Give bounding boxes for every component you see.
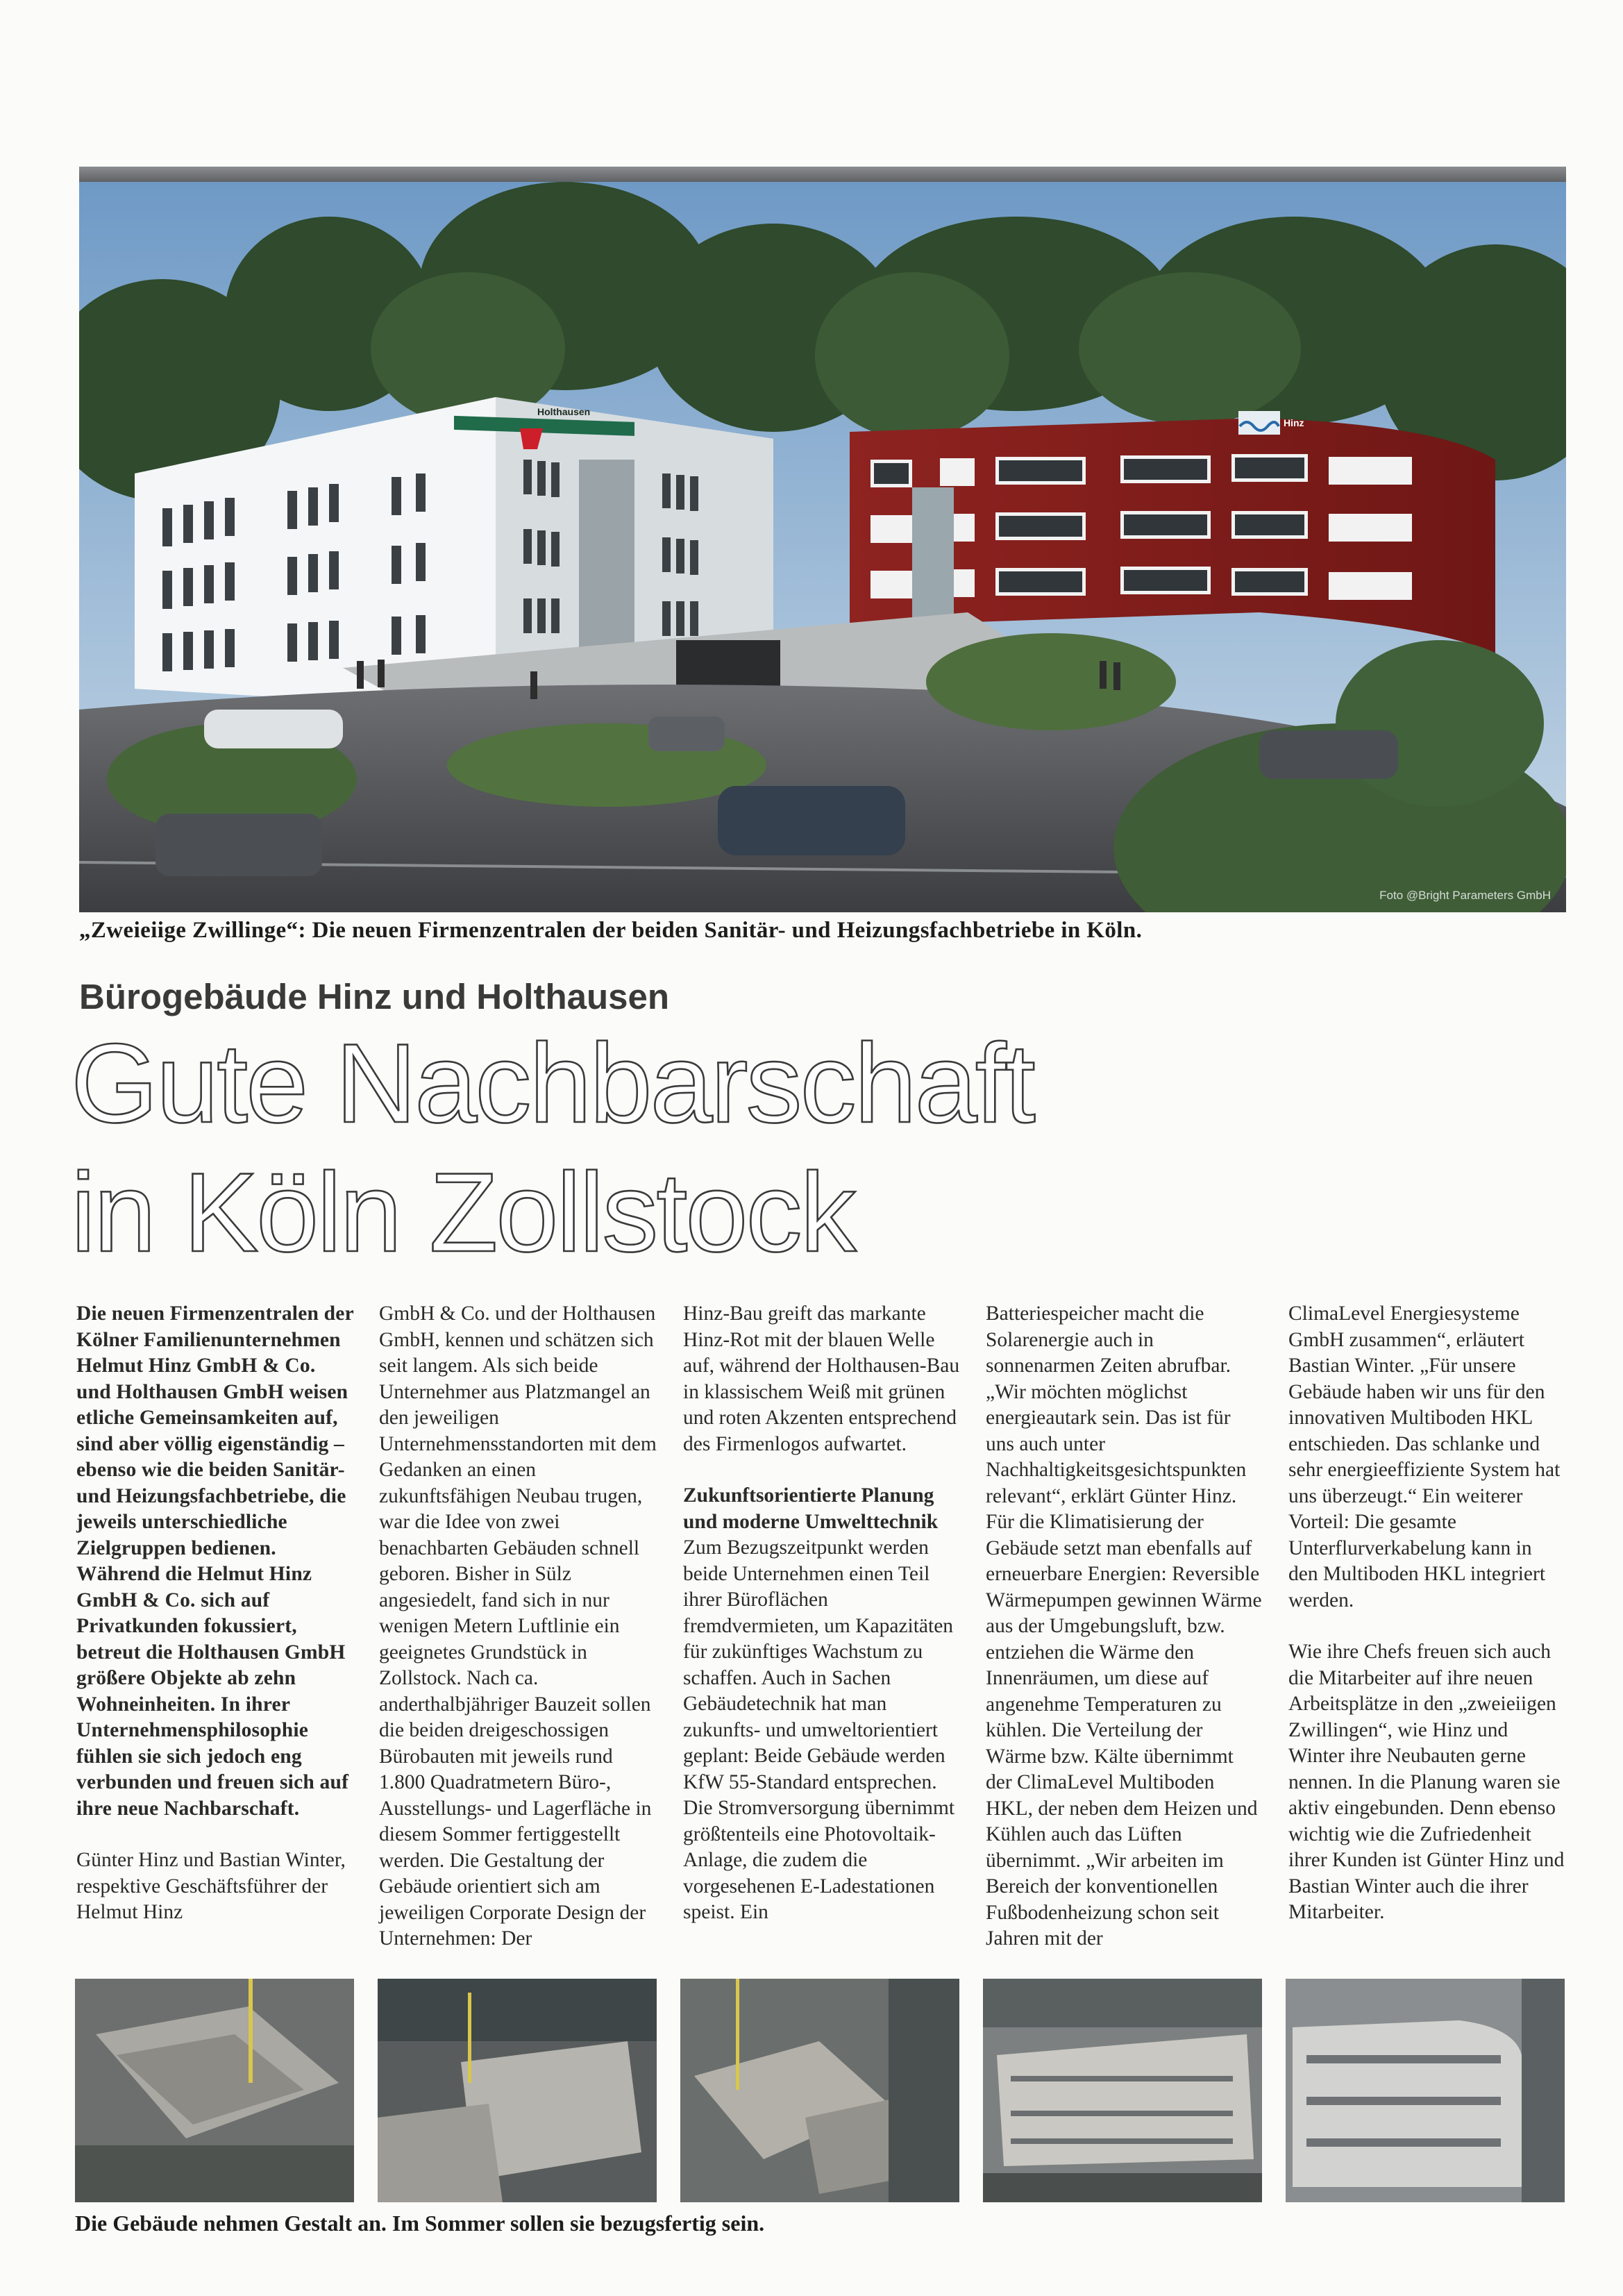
article-body [76,1301,1566,1961]
body-paragraph: Wie ihre Chefs freuen sich auch die Mitarbeiter auf ihre neuen Arbeitsplätze in den „zweieiigen Zwillingen“, wie Hinz und Winter ihre Neubauten gerne nennen. In die Planung waren sie aktiv eingebunden. Denn ebenso wichtig wie die Zufriedenheit ihrer Kunden ist Günter Hinz und Bastian Winter auch die ihrer Mitarbeiter. [1288,1641,1565,1923]
body-paragraph: ClimaLevel Energiesysteme GmbH zusammen“, erläutert Bastian Winter. „Für unsere Gebäude haben wir uns für den innovativen Multiboden HKL entschieden. Das schlanke und sehr energieeffiziente System hat uns überzeugt.“ Ein weiterer Vorteil: Die gesamte Unterflurverkabelung kann in den Multiboden HKL integriert werden. [1288,1302,1561,1611]
construction-photo-3 [680,1979,959,2202]
body-paragraph: Zum Bezugszeitpunkt werden beide Unternehmen einen Teil ihrer Büroflächen fremdvermieten, um Kapazitäten für zukünftiges Wachstum zu schaffen. Auch in Sachen Gebäudetechnik hat man zukunfts- und umweltorientiert geplant: Beide Gebäude werden KfW 55-Standard entsprechen. Die Stromversorgung übernimmt größtenteils eine Photovoltaik-Anlage, die zudem die vorgesehenen E-Ladestationen speist. Ein [683,1536,955,1923]
construction-photo-1 [75,1979,354,2202]
header-rule [79,167,1566,183]
headline-line-1: Gute Nachbarschaft [71,1021,1034,1146]
photo-caption: „Zweieiige Zwillinge“: Die neuen Firmenzentralen der beiden Sanitär- und Heizungsfachbetriebe in Köln. [79,918,1143,943]
column-1 [76,1301,354,1926]
lead-paragraph: Die neuen Firmenzentralen der Kölner Familienunternehmen Helmut Hinz GmbH & Co. und Holthausen GmbH weisen etliche Gemeinsamkeiten auf, sind aber völlig eigenständig – ebenso wie die beiden Sanitär- und Heizungsfachbetriebe, die jeweils unterschiedliche Zielgruppen bedienen. Während die Helmut Hinz GmbH & Co. sich auf Privatkunden fokussiert, betreut die Holthausen GmbH größere Objekte ab zehn Wohneinheiten. In ihrer Unternehmensphilosophie fühlen sie sich jedoch eng verbunden und freuen sich auf ihre neue Nachbarschaft. [76,1302,354,1820]
construction-photo-5 [1286,1979,1565,2202]
body-paragraph: Batteriespeicher macht die Solarenergie auch in sonnenarmen Zeiten abrufbar. „Wir möchten möglichst energieautark sein. Das ist für uns auch unter Nachhaltigkeitsgesichtspunkten relevant“, erklärt Günter Hinz. Für die Klimatisierung der Gebäude setzt man ebenfalls auf erneuerbare Energien: Reversible Wärmepumpen gewinnen Wärme aus der Umgebungsluft, bzw. entziehen die Wärme den Innenräumen, um diese auf angenehme Temperaturen zu kühlen. Die Verteilung der Wärme bzw. Kälte übernimmt der ClimaLevel Multiboden HKL, der neben dem Heizen und Kühlen auch das Lüften übernimmt. „Wir arbeiten im Bereich der konventionellen Fußbodenheizung schon seit Jahren mit der [986,1302,1262,1950]
headline-line-2: in Köln Zollstock [71,1150,855,1275]
construction-photo-2 [378,1979,657,2202]
column-4 [986,1301,1263,1952]
photo-credit: Foto @Bright Parameters GmbH [1379,889,1551,902]
strip-caption: Die Gebäude nehmen Gestalt an. Im Sommer sollen sie bezugsfertig sein. [75,2211,765,2236]
column-5 [1288,1301,1566,1926]
section-subhead: Zukunftsorientierte Planung und moderne Umwelttechnik [683,1484,939,1533]
construction-photo-strip [75,1979,1567,2201]
article-kicker: Bürogebäude Hinz und Holthausen [79,977,669,1016]
building-rendering [79,182,1566,912]
article-headline [71,1019,1563,1277]
holthausen-sign: Holthausen [537,406,591,417]
body-paragraph: Günter Hinz und Bastian Winter, respektive Geschäftsführer der Helmut Hinz [76,1849,346,1923]
body-paragraph: GmbH & Co. und der Holthausen GmbH, kennen und schätzen sich seit langem. Als sich beide Unternehmer aus Platzmangel an den jeweiligen Unternehmensstandorten mit dem Gedanken an einen zukunftsfähigen Neubau trugen, war die Idee von zwei benachbarten Gebäuden schnell geboren. Bisher in Sülz angesiedelt, fand sich in nur wenigen Metern Luftlinie ein geeignetes Grundstück in Zollstock. Nach ca. anderthalbjähriger Bauzeit sollen die beiden dreigeschossigen Bürobauten mit jeweils rund 1.800 Quadratmetern Büro-, Ausstellungs- und Lagerfläche in diesem Sommer fertiggestellt werden. Die Gestaltung der Gebäude orientiert sich am jeweiligen Corporate Design der Unternehmen: Der [379,1302,657,1950]
hinz-sign: Hinz [1284,417,1304,428]
column-2 [379,1301,657,1952]
hero-photo [79,182,1566,912]
construction-photo-4 [983,1979,1262,2202]
body-paragraph: Hinz-Bau greift das markante Hinz-Rot mit der blauen Welle auf, während der Holthausen-Bau in klassischem Weiß mit grünen und roten Akzenten entsprechend des Firmenlogos aufwartet. [683,1302,960,1455]
column-3 [683,1301,961,1926]
